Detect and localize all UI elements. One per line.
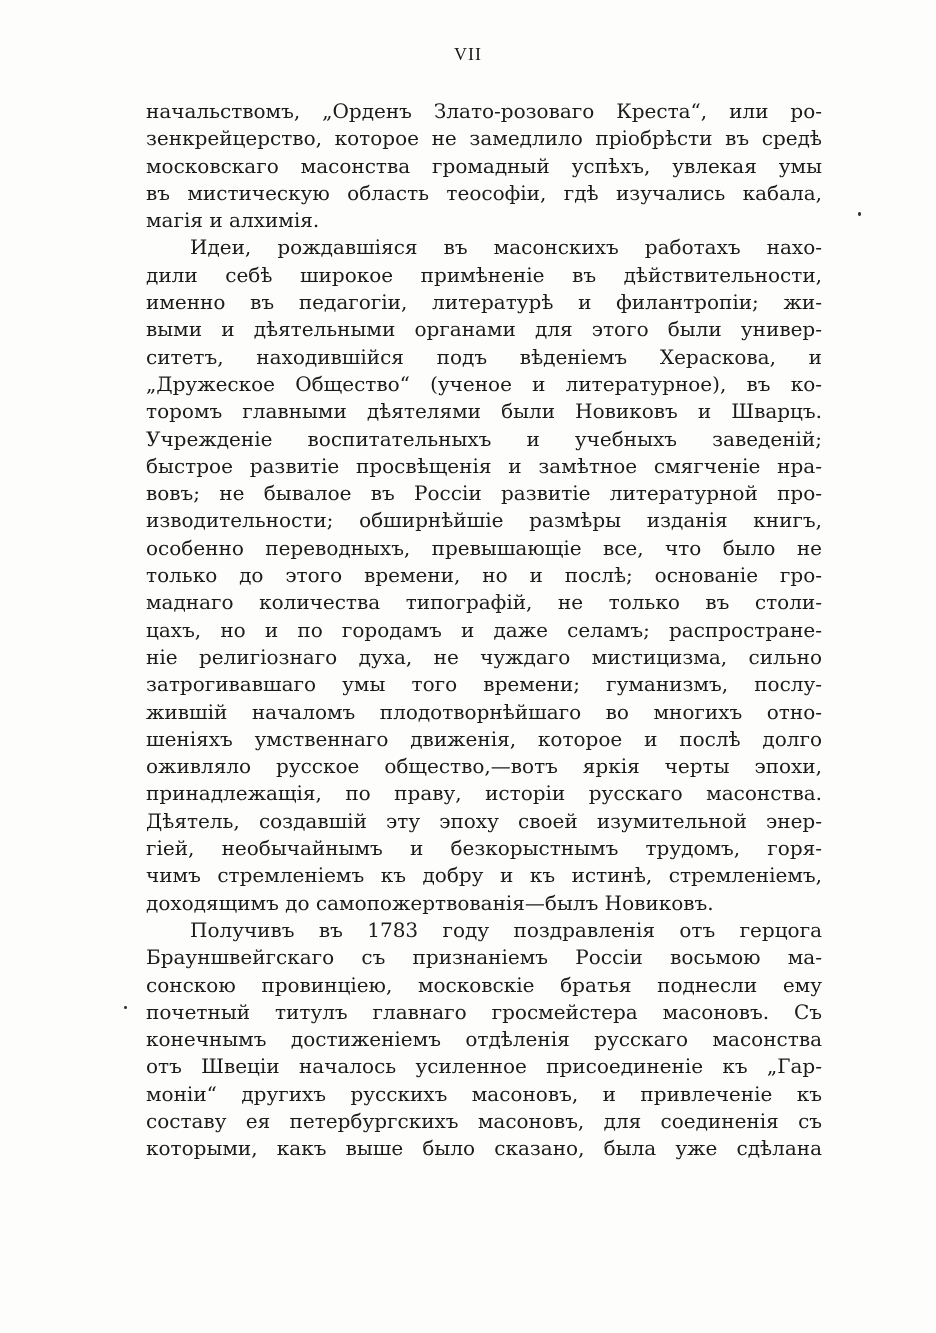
text-line: вовъ; не бывалое въ Россіи развитіе литературной про- — [146, 481, 822, 506]
text-line: шеніяхъ умственнаго движенія, которое и послѣ долго — [146, 726, 822, 751]
text-line: составу ея петербургскихъ масоновъ, для соединенія съ — [146, 1108, 822, 1133]
text-line: Идеи, рождавшіяся въ масонскихъ работахъ нахо- — [190, 235, 822, 260]
text-line: дили себѣ широкое примѣненіе въ дѣйствительности, — [146, 262, 822, 287]
text-line: ситетъ, находившійся подъ вѣденіемъ Хераскова, и — [146, 344, 822, 369]
text-line: затрогивавшаго умы того времени; гуманизмъ, послу- — [146, 672, 822, 697]
text-line: Получивъ въ 1783 году поздравленія отъ герцога — [190, 917, 822, 942]
text-line: чимъ стремленіемъ къ добру и къ истинѣ, стремленіемъ, — [146, 863, 822, 888]
text-line: оживляло русское общество,—вотъ яркія черты эпохи, — [146, 754, 822, 779]
paragraph — [146, 917, 822, 1163]
text-line: „Дружеское Общество“ (ученое и литературное), въ ко- — [146, 371, 822, 396]
text-line: выми и дѣятельными органами для этого были универ- — [146, 317, 822, 342]
text-line: почетный титулъ главнаго гросмейстера масоновъ. Съ — [146, 999, 822, 1024]
text-line: московскаго масонства громадный успѣхъ, увлекая умы — [146, 153, 822, 178]
text-line: сонскою провинціею, московскіе братья поднесли ему — [146, 972, 822, 997]
text-line: изводительности; обширнѣйшіе размѣры изданія книгъ, — [146, 508, 822, 533]
speck — [124, 1006, 127, 1009]
text-line: доходящимъ до самопожертвованія—былъ Новиковъ. — [146, 890, 714, 915]
text-line: маднаго количества типографій, не только въ столи- — [146, 590, 822, 615]
text-line: именно въ педагогіи, литературѣ и филантропіи; жи- — [146, 290, 822, 315]
text-line: только до этого времени, но и послѣ; основаніе гро- — [146, 563, 822, 588]
text-line: особенно переводныхъ, превышающіе все, что было не — [146, 535, 822, 560]
text-line: которыми, какъ выше было сказано, была уже сдѣлана — [146, 1136, 822, 1161]
text-line: цахъ, но и по городамъ и даже селамъ; распростране- — [146, 617, 822, 642]
text-line: гіей, необычайнымъ и безкорыстнымъ трудомъ, горя- — [146, 836, 822, 861]
text-line: торомъ главными дѣятелями были Новиковъ и Шварцъ. — [146, 399, 822, 424]
text-line: быстрое развитіе просвѣщенія и замѣтное смягченіе нра- — [146, 453, 822, 478]
paragraph — [146, 234, 822, 916]
text-line: отъ Швеціи началось усиленное присоединеніе къ „Гар- — [146, 1054, 822, 1079]
body-text — [146, 98, 822, 1163]
text-line: моніи“ другихъ русскихъ масоновъ, и привлеченіе къ — [146, 1081, 822, 1106]
text-line: зенкрейцерство, которое не замедлило пріобрѣсти въ средѣ — [146, 126, 822, 151]
text-line: жившій началомъ плодотворнѣйшаго во многихъ отно- — [146, 699, 822, 724]
text-line: въ мистическую область теософіи, гдѣ изучались кабала, — [146, 180, 822, 205]
text-line: магія и алхимія. — [146, 208, 320, 233]
text-line: Учрежденіе воспитательныхъ и учебныхъ заведеній; — [146, 426, 822, 451]
text-line: начальствомъ, „Орденъ Злато-розоваго Креста“, или ро- — [146, 99, 822, 123]
paragraph — [146, 98, 822, 234]
speck — [858, 212, 861, 216]
text-line: Дѣятель, создавшій эту эпоху своей изумительной энер- — [146, 808, 822, 833]
page-number: VII — [454, 44, 482, 64]
text-line: принадлежащія, по праву, исторіи русскаго масонства. — [146, 781, 822, 806]
text-line: ніе религіознаго духа, не чуждаго мистицизма, сильно — [146, 644, 822, 669]
text-line: Брауншвейгскаго съ признаніемъ Россіи восьмою ма- — [146, 945, 822, 970]
text-line: конечнымъ достиженіемъ отдѣленія русскаго масонства — [146, 1027, 822, 1052]
